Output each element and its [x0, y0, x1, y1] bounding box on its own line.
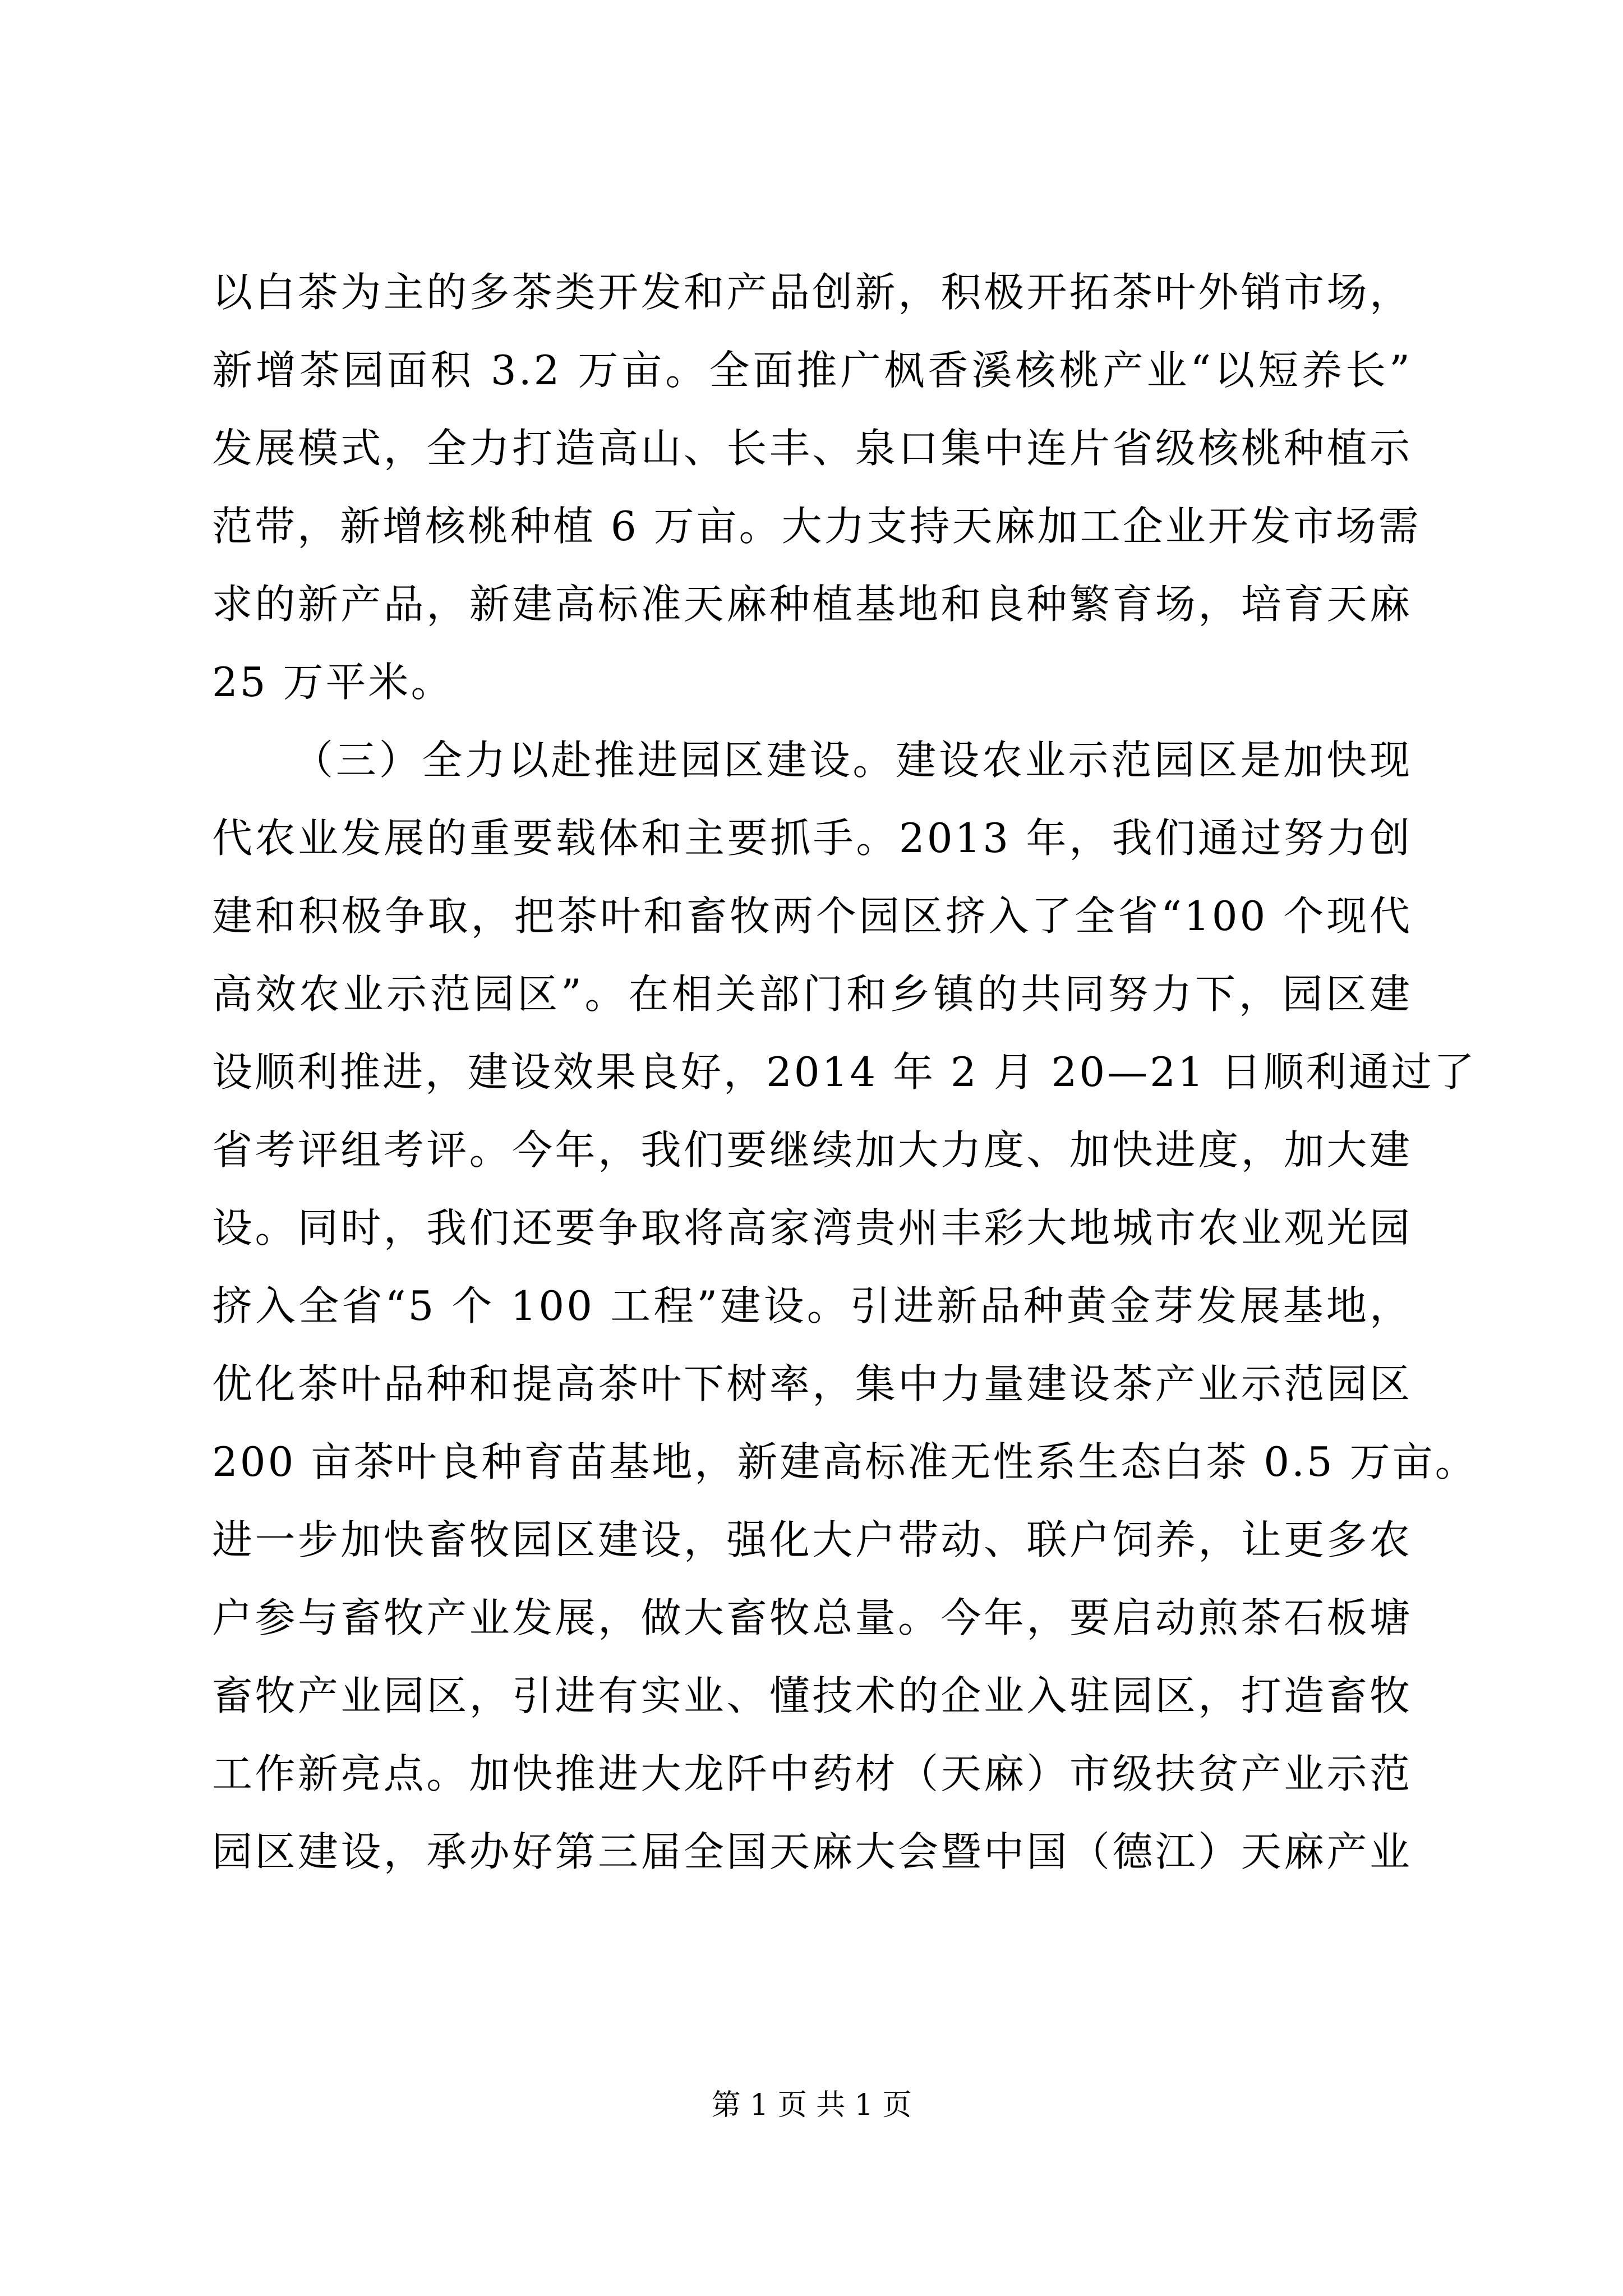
- text-line: 范带，新增核桃种植 6 万亩。大力支持天麻加工企业开发市场需: [212, 503, 1421, 550]
- text-line: 户参与畜牧产业发展，做大畜牧总量。今年，要启动煎茶石板塘: [212, 1594, 1412, 1641]
- text-line: 设。同时，我们还要争取将高家湾贵州丰彩大地城市农业观光园: [212, 1204, 1412, 1251]
- text-line: （三）全力以赴推进园区建设。建设农业示范园区是加快现: [293, 737, 1412, 784]
- text-line: 求的新产品，新建高标准天麻种植基地和良种繁育场，培育天麻: [212, 581, 1412, 628]
- text-line: 以白茶为主的多茶类开发和产品创新，积极开拓茶叶外销市场，: [212, 269, 1412, 316]
- document-body: [212, 254, 1478, 1891]
- text-line: 工作新亮点。加快推进大龙阡中药材（天麻）市级扶贫产业示范: [212, 1750, 1412, 1797]
- text-line: 畜牧产业园区，引进有实业、懂技术的企业入驻园区，打造畜牧: [212, 1672, 1412, 1719]
- text-line: 25 万平米。: [212, 659, 454, 706]
- text-line: 代农业发展的重要载体和主要抓手。2013 年，我们通过努力创: [212, 815, 1412, 862]
- text-line: 设顺利推进，建设效果良好，2014 年 2 月 20—21 日顺利通过了: [212, 1048, 1477, 1096]
- text-line: 挤入全省“5 个 100 工程”建设。引进新品种黄金芽发展基地，: [212, 1282, 1412, 1329]
- text-line: 建和积极争取，把茶叶和畜牧两个园区挤入了全省“100 个现代: [212, 892, 1412, 940]
- text-line: 进一步加快畜牧园区建设，强化大户带动、联户饲养，让更多农: [212, 1516, 1412, 1563]
- text-line: 高效农业示范园区”。在相关部门和乡镇的共同努力下，园区建: [212, 970, 1412, 1018]
- text-line: 200 亩茶叶良种育苗基地，新建高标准无性系生态白茶 0.5 万亩。: [212, 1438, 1478, 1485]
- text-line: 优化茶叶品种和提高茶叶下树率，集中力量建设茶产业示范园区: [212, 1360, 1412, 1407]
- text-line: 省考评组考评。今年，我们要继续加大力度、加快进度，加大建: [212, 1126, 1412, 1174]
- page-footer: 第 1 页 共 1 页: [711, 2088, 912, 2122]
- text-line: 园区建设，承办好第三届全国天麻大会暨中国（德江）天麻产业: [212, 1828, 1412, 1875]
- text-line: 新增茶园面积 3.2 万亩。全面推广枫香溪核桃产业“以短养长”: [212, 347, 1412, 394]
- text-line: 发展模式，全力打造高山、长丰、泉口集中连片省级核桃种植示: [212, 425, 1412, 472]
